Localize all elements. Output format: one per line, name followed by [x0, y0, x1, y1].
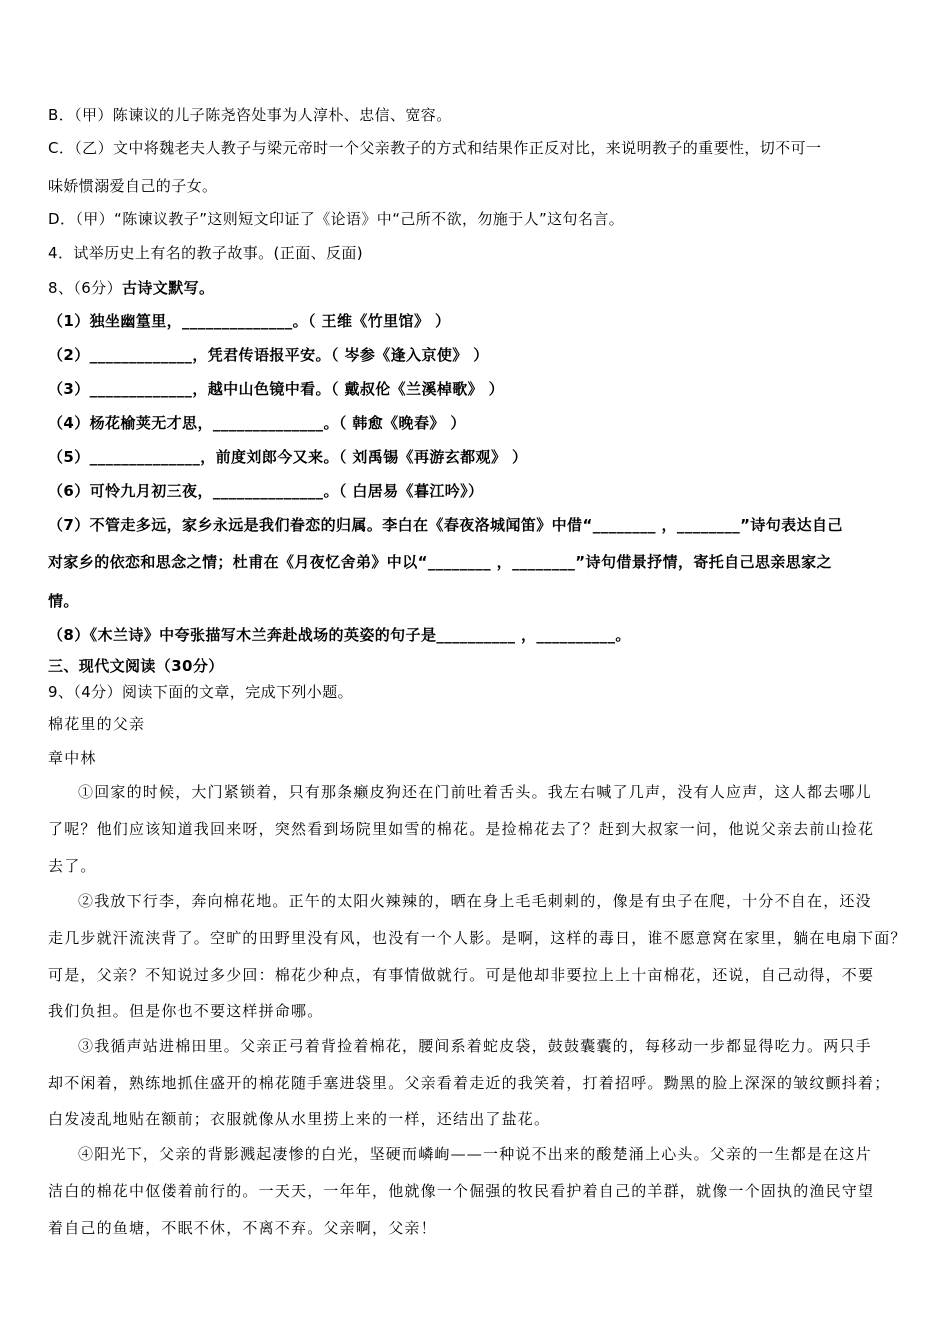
- option-c-line-1: C．（乙）文中将魏老夫人教子与梁元帝时一个父亲教子的方式和结果作正反对比，来说明教子的重要性，切不可一: [48, 139, 822, 157]
- paragraph-2-line-1: ②我放下行李，奔向棉花地。正午的太阳火辣辣的，晒在身上毛毛刺刺的，像是有虫子在爬，十分不自在，还没: [78, 892, 872, 910]
- question-8-heading: [48, 277, 214, 298]
- paragraph-2-line-3: 可是，父亲？不知说过多少回：棉花少种点，有事情做就行。可是他却非要拉上上十亩棉花，还说，自己动得，不要: [48, 966, 875, 984]
- recitation-item-2: （2）_____________，凭君传语报平安。（ 岑参《逢入京使》 ）: [48, 346, 489, 364]
- recitation-item-7-line-1: （7）不管走多远，家乡永远是我们眷恋的归属。李白在《春夜洛城闻笛》中借“________ ，________”诗句表达自己: [48, 516, 843, 534]
- question-9: 9、（4分）阅读下面的文章，完成下列小题。: [48, 683, 353, 701]
- paragraph-1-line-1: ①回家的时候，大门紧锁着，只有那条癞皮狗还在门前吐着舌头。我左右喊了几声，没有人应声，这人都去哪儿: [78, 783, 872, 801]
- question-4: 4．试举历史上有名的教子故事。(正面、反面): [48, 244, 364, 262]
- article-author: 章中林: [48, 749, 97, 767]
- recitation-item-3: （3）_____________，越中山色镜中看。（ 戴叔伦《兰溪棹歌》 ）: [48, 380, 505, 398]
- section-3-heading: 三、现代文阅读（30分）: [48, 657, 224, 675]
- recitation-item-7-line-3: 情。: [48, 592, 79, 610]
- question-8-prefix: 8、（6分）: [48, 279, 122, 297]
- recitation-item-5: （5）______________，前度刘郎今又来。（ 刘禹锡《再游玄都观》 ）: [48, 448, 528, 466]
- option-d: D．（甲）“陈谏议教子”这则短文印证了《论语》中“己所不欲，勿施于人”这句名言。: [48, 210, 625, 228]
- paragraph-4-line-3: 着自己的鱼塘，不眠不休，不离不弃。父亲啊，父亲！: [48, 1219, 437, 1237]
- recitation-item-1: （1）独坐幽篁里，______________。（ 王维《竹里馆》 ）: [48, 312, 451, 330]
- paragraph-2-line-2: 走几步就汗流浃背了。空旷的田野里没有风，也没有一个人影。是啊，这样的毒日，谁不愿意窝在家里，躺在电扇下面？: [48, 929, 907, 947]
- option-c-line-2: 味娇惯溺爱自己的子女。: [48, 177, 218, 195]
- paragraph-3-line-3: 白发凌乱地贴在额前；衣服就像从水里捞上来的一样，还结出了盐花。: [48, 1110, 551, 1128]
- paragraph-3-line-1: ③我循声站进棉田里。父亲正弓着背捡着棉花，腰间系着蛇皮袋，鼓鼓囊囊的，每移动一步都显得吃力。两只手: [78, 1037, 872, 1055]
- paragraph-4-line-2: 洁白的棉花中伛偻着前行的。一天天，一年年，他就像一个倔强的牧民看护着自己的羊群，就像一个固执的渔民守望: [48, 1182, 875, 1200]
- paragraph-4-line-1: ④阳光下，父亲的背影溅起凄惨的白光，坚硬而嶙峋——一种说不出来的酸楚涌上心头。父亲的一生都是在这片: [78, 1145, 872, 1163]
- recitation-item-8: （8）《木兰诗》中夸张描写木兰奔赴战场的英姿的句子是__________ ，__________。: [48, 626, 631, 644]
- recitation-item-7-line-2: 对家乡的依恋和思念之情；杜甫在《月夜忆舍弟》中以“________ ，________”诗句借景抒情，寄托自己思亲思家之: [48, 553, 832, 571]
- paragraph-1-line-3: 去了。: [48, 857, 97, 875]
- recitation-item-4: （4）杨花榆荚无才思，______________。（ 韩愈《晚春》 ）: [48, 414, 466, 432]
- article-title: 棉花里的父亲: [48, 715, 146, 733]
- paragraph-3-line-2: 却不闲着，熟练地抓住盛开的棉花随手塞进袋里。父亲看着走近的我笑着，打着招呼。黝黑的脸上深深的皱纹颤抖着；: [48, 1074, 891, 1092]
- recitation-item-6: （6）可怜九月初三夜，______________。（ 白居易《暮江吟》）: [48, 482, 484, 500]
- paragraph-1-line-2: 了呢？他们应该知道我回来呀，突然看到场院里如雪的棉花。是捡棉花去了？赶到大叔家一问，他说父亲去前山捡花: [48, 820, 875, 838]
- question-8-title: 古诗文默写。: [122, 279, 215, 297]
- option-b: B．（甲）陈谏议的儿子陈尧咨处事为人淳朴、忠信、宽容。: [48, 106, 452, 124]
- paragraph-2-line-4: 我们负担。但是你也不要这样拼命哪。: [48, 1002, 324, 1020]
